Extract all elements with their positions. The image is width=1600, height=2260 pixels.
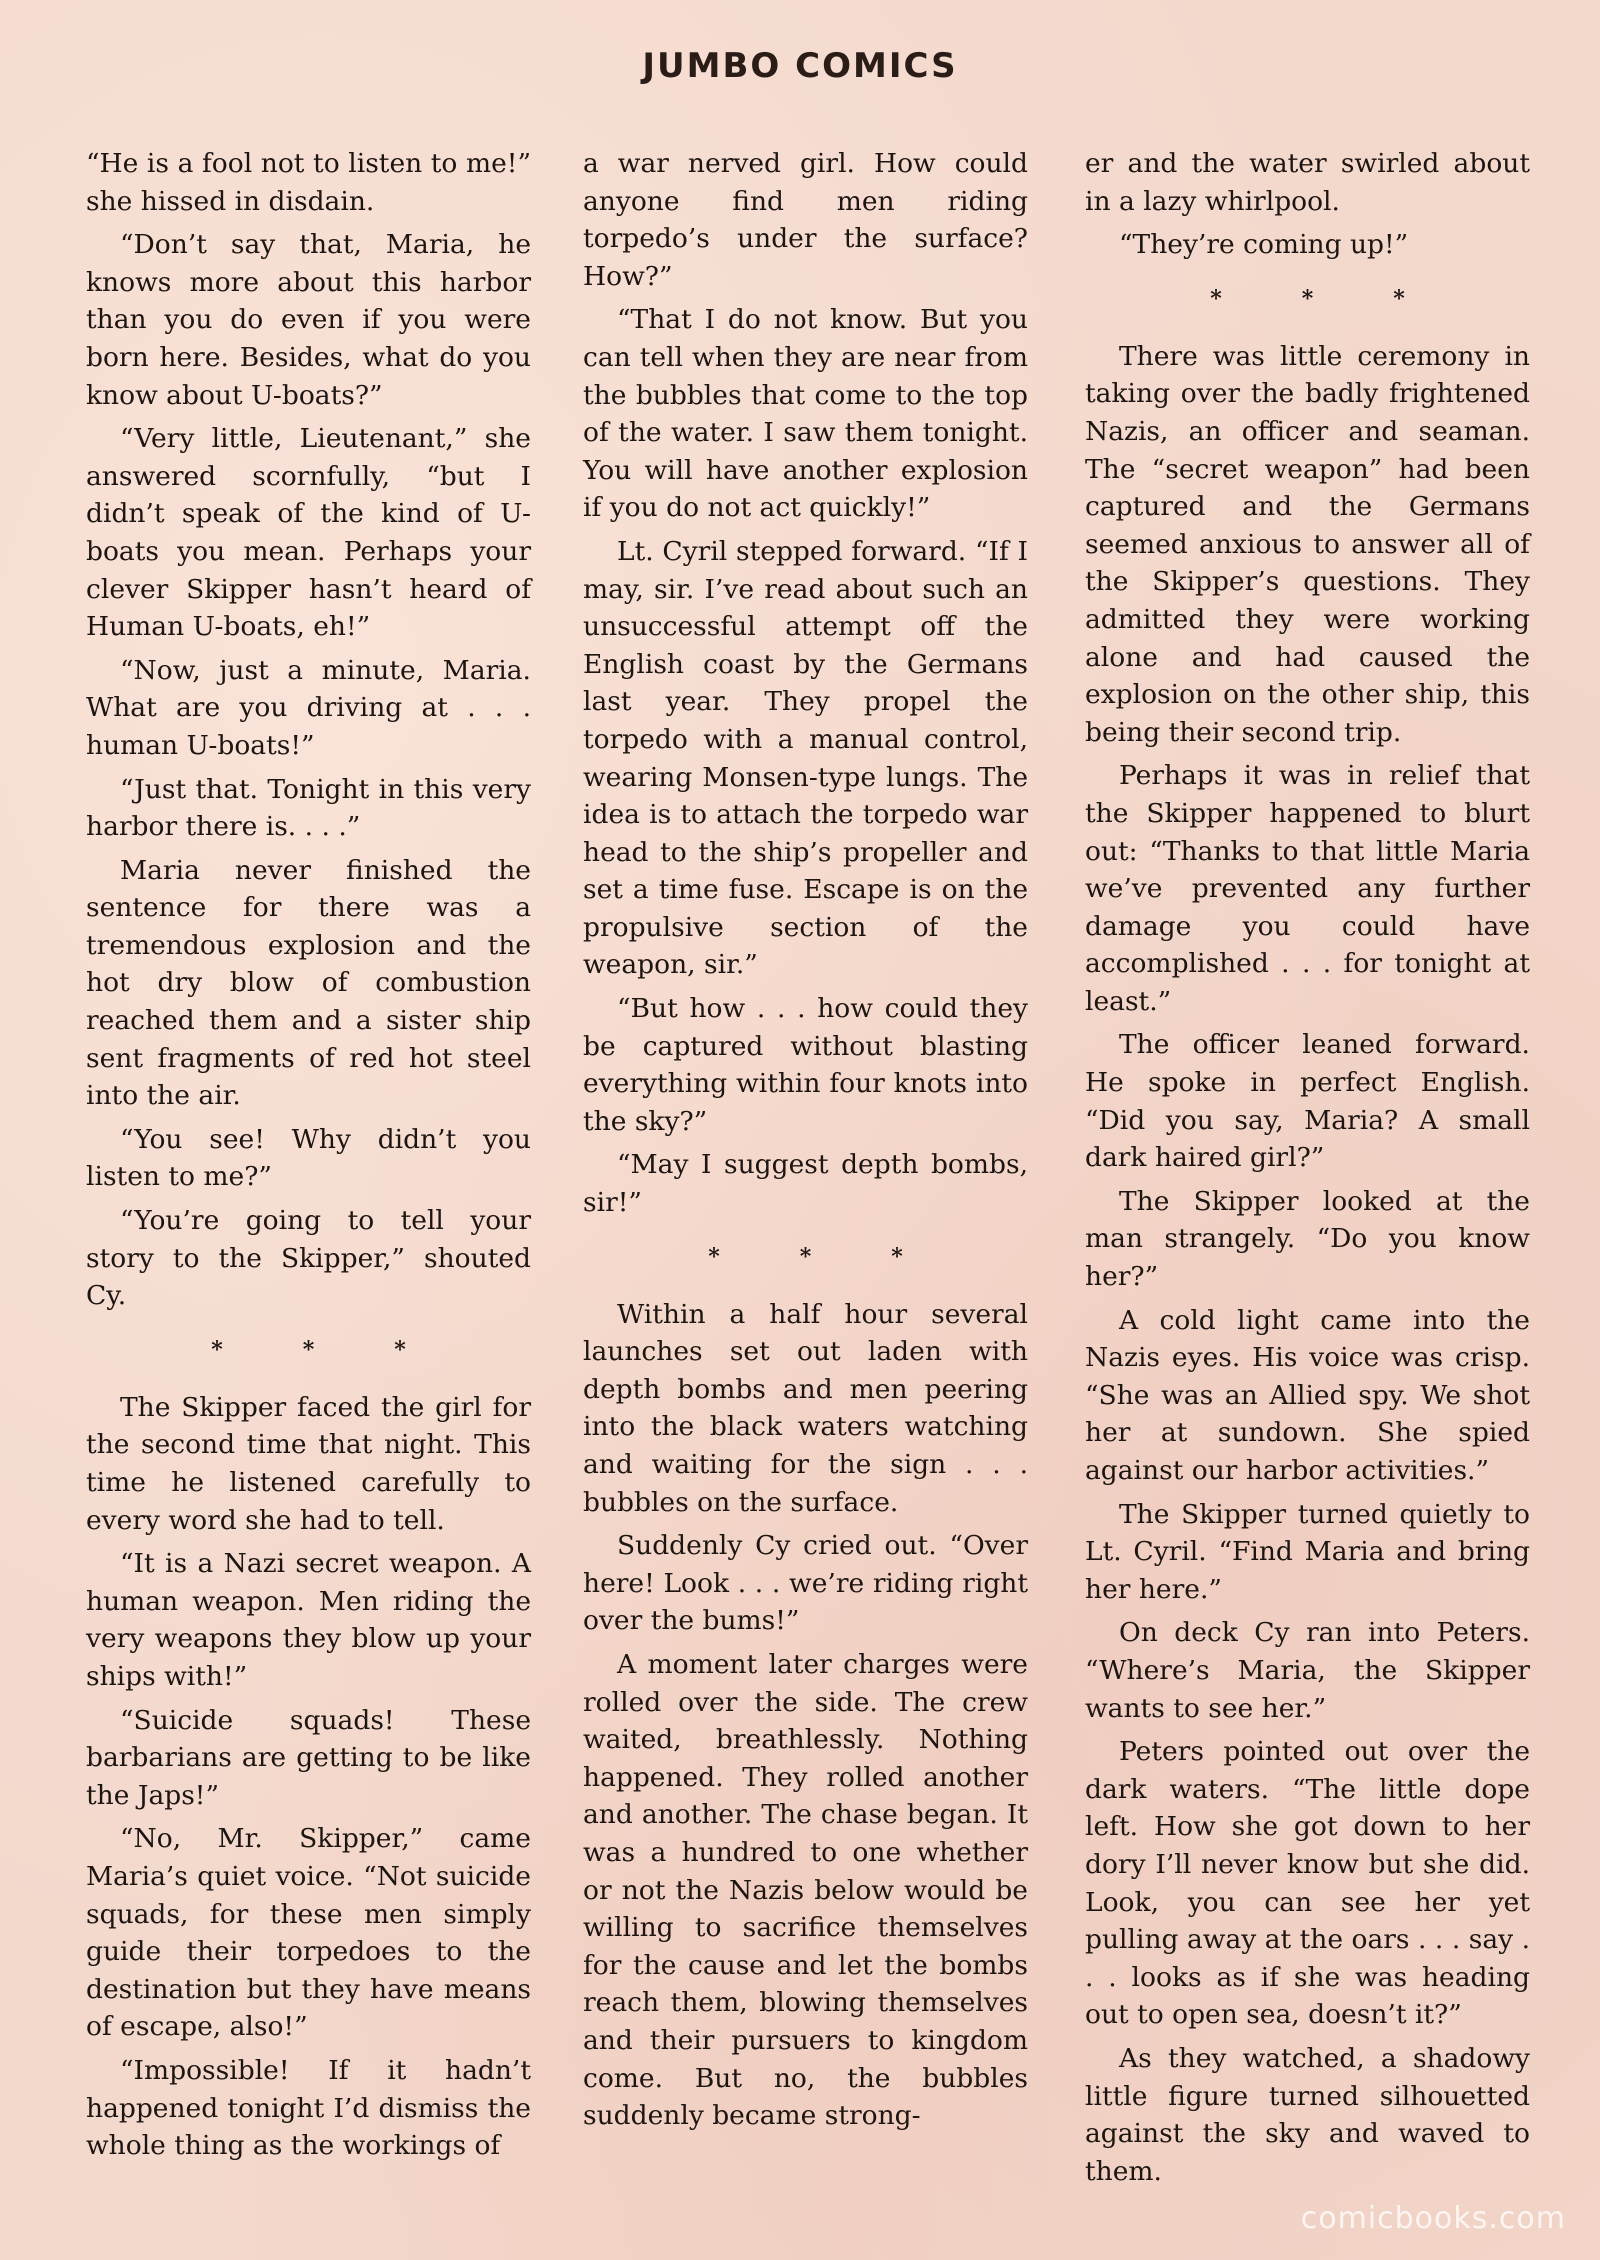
asterisk-mark: * xyxy=(708,1243,720,1270)
story-paragraph: The Skipper looked at the man strangely. “Do you know her?” xyxy=(1085,1185,1530,1293)
story-paragraph: er and the water swirled about in a lazy whirlpool. xyxy=(1085,148,1530,217)
story-paragraph: On deck Cy ran into Peters. “Where’s Maria, the Skipper wants to see her.” xyxy=(1085,1617,1530,1724)
story-paragraph: A moment later charges were rolled over the side. The crew waited, breathlessly. Nothing happened. They rolled another and another. The chase began. It was a hundred to one whether or not the Nazis below would be willing to sacrifice themselves for the cause and let the bombs reach them, blowing themselves and their pursuers to kingdom come. But no, the bubbles suddenly became strong- xyxy=(583,1648,1028,2132)
story-paragraph: The officer leaned forward. He spoke in perfect English. “Did you say, Maria? A small dark haired girl?” xyxy=(1085,1029,1530,1174)
story-paragraph: “Very little, Lieutenant,” she answered scornfully, “but I didn’t speak of the kind of U-boats you mean. Perhaps your clever Skipper hasn’t heard of Human U-boats, eh!” xyxy=(86,423,531,643)
story-paragraph: “Don’t say that, Maria, he knows more about this harbor than you do even if you were born here. Besides, what do you know about U-boats?” xyxy=(86,229,531,411)
asterisk-mark: * xyxy=(394,1336,406,1363)
story-paragraph: Within a half hour several launches set out laden with depth bombs and men peering into the black waters watching and waiting for the sign . . . bubbles on the surface. xyxy=(583,1298,1028,1518)
asterisk-mark: * xyxy=(799,1243,812,1270)
story-paragraph: “You’re going to tell your story to the Skipper,” shouted Cy. xyxy=(86,1205,531,1312)
story-paragraph: Peters pointed out over the dark waters. “The little dope left. How she got down to her dory I’ll never know but she did. Look, you can see her yet pulling away at the oars . . . say . . . looks as if she was heading out to open sea, doesn’t it?” xyxy=(1085,1736,1530,2031)
story-paragraph: Suddenly Cy cried out. “Over here! Look . . . we’re riding right over the bums!” xyxy=(583,1530,1028,1637)
story-paragraph: “No, Mr. Skipper,” came Maria’s quiet voice. “Not suicide squads, for these men simply guide their torpedoes to the destination but they have means of escape, also!” xyxy=(86,1823,531,2043)
story-paragraph: “May I suggest depth bombs, sir!” xyxy=(583,1149,1028,1219)
story-paragraph: Maria never finished the sentence for there was a tremendous explosion and the hot dry blow of combustion reached them and a sister ship sent fragments of red hot steel into the air. xyxy=(86,854,531,1112)
site-watermark: comicbooks.com xyxy=(1300,2201,1566,2236)
story-paragraph: The Skipper turned quietly to Lt. Cyril. “Find Maria and bring her here.” xyxy=(1085,1498,1530,1605)
text-column-3 xyxy=(1085,145,1530,2196)
scene-break xyxy=(86,1335,531,1365)
story-paragraph: There was little ceremony in taking over the badly frightened Nazis, an officer and seaman. The “secret weapon” had been captured and the Germans seemed anxious to answer all of the Skipper’s questions. They admitted they were working alone and had caused the explosion on the other ship, this being their second trip. xyxy=(1085,340,1530,748)
story-paragraph: “But how . . . how could they be captured without blasting everything within four knots into the sky?” xyxy=(583,993,1028,1137)
story-paragraph: “He is a fool not to listen to me!” she hissed in disdain. xyxy=(86,148,531,217)
story-paragraph: “Suicide squads! These barbarians are getting to be like the Japs!” xyxy=(86,1704,531,1811)
scene-break xyxy=(1085,284,1530,314)
story-paragraph: “Now, just a minute, Maria. What are you driving at . . . human U-boats!” xyxy=(86,654,531,761)
story-paragraph: “They’re coming up!” xyxy=(1119,229,1409,261)
page-title: JUMBO COMICS xyxy=(642,46,958,86)
asterisk-mark: * xyxy=(211,1336,223,1363)
asterisk-mark: * xyxy=(302,1336,315,1363)
asterisk-mark: * xyxy=(1210,285,1222,312)
story-paragraph: The Skipper faced the girl for the second time that night. This time he listened carefully to every word she had to tell. xyxy=(86,1391,531,1536)
story-paragraph: Perhaps it was in relief that the Skipper happened to blurt out: “Thanks to that little Maria we’ve prevented any further damage you could have accomplished . . . for tonight at least.” xyxy=(1085,760,1530,1017)
text-column-1 xyxy=(86,145,531,2171)
story-paragraph: Lt. Cyril stepped forward. “If I may, sir. I’ve read about such an unsuccessful attempt off the English coast by the Germans last year. They propel the torpedo with a manual control, wearing Monsen-type lungs. The idea is to attach the torpedo war head to the ship’s propeller and set a time fuse. Escape is on the propulsive section of the weapon, sir.” xyxy=(583,535,1028,981)
story-paragraph: A cold light came into the Nazis eyes. His voice was crisp. “She was an Allied spy. We shot her at sundown. She spied against our harbor activities.” xyxy=(1085,1304,1530,1486)
scene-break xyxy=(583,1242,1028,1272)
asterisk-mark: * xyxy=(1393,285,1405,312)
story-paragraph: “Impossible! If it hadn’t happened tonight I’d dismiss the whole thing as the workings of xyxy=(86,2054,531,2162)
story-paragraph: “You see! Why didn’t you listen to me?” xyxy=(86,1123,531,1193)
story-paragraph: As they watched, a shadowy little figure turned silhouetted against the sky and waved to them. xyxy=(1085,2042,1530,2187)
story-paragraph: “That I do not know. But you can tell when they are near from the bubbles that come to the top of the water. I saw them tonight. You will have another explosion if you do not act quickly!” xyxy=(583,304,1028,524)
asterisk-mark: * xyxy=(891,1243,903,1270)
story-paragraph: “It is a Nazi secret weapon. A human weapon. Men riding the very weapons they blow up your ships with!” xyxy=(86,1548,531,1692)
asterisk-mark: * xyxy=(1301,285,1314,312)
story-paragraph: a war nerved girl. How could anyone find men riding torpedo’s under the surface? How?” xyxy=(583,148,1028,292)
story-paragraph: “Just that. Tonight in this very harbor there is. . . .” xyxy=(86,773,531,843)
text-column-2 xyxy=(583,145,1028,2141)
